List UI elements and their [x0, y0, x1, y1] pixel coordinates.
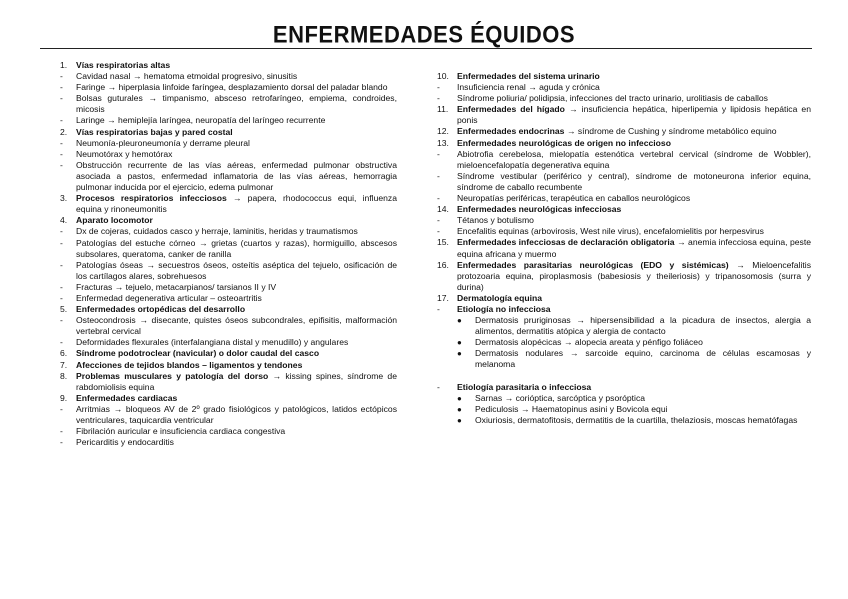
list-item-heading: Enfermedades del sistema urinario	[457, 71, 600, 81]
list-item	[437, 93, 811, 104]
list-marker: -	[60, 115, 63, 126]
list-item-heading: Enfermedades infecciosas de declaración obligatoria	[457, 237, 675, 248]
list-marker: ●	[457, 415, 462, 425]
list-item	[437, 215, 811, 226]
list-item	[60, 238, 397, 260]
list-item-text: Neumotórax y hemotórax	[76, 148, 173, 159]
list-item	[437, 193, 811, 204]
list-item-text: → Mieloencefalitis protozoaria equina, piroplasmosis (babesiosis y theileriosis) y tripanosomosis (surra y durina)	[457, 259, 811, 292]
list-item	[437, 82, 811, 93]
list-item	[437, 71, 811, 82]
list-item-text: Bolsas guturales → timpanismo, absceso retrofaríngeo, empiema, condroides, micosis	[76, 93, 397, 115]
list-item	[60, 160, 397, 193]
list-marker: 5.	[60, 304, 68, 315]
list-item	[60, 404, 397, 426]
list-item	[437, 315, 811, 337]
list-item-heading: Afecciones de tejidos blandos – ligamentos y tendones	[76, 359, 303, 370]
list-item	[437, 348, 811, 370]
list-item-text: Fibrilación auricular e insuficiencia cardiaca congestiva	[76, 426, 286, 437]
list-marker: -	[60, 93, 63, 104]
list-item	[60, 348, 397, 359]
list-item	[60, 260, 397, 282]
list-item	[60, 60, 397, 71]
list-item-heading: Enfermedades cardiacas	[76, 392, 178, 403]
list-item-text: Deformidades flexurales (interfalangiana distal y menudillo) y angulares	[76, 337, 349, 348]
list-item-text: → anemia infecciosa equina, peste equina africana y muermo	[457, 237, 811, 259]
list-marker: 12.	[437, 126, 449, 137]
list-item	[60, 304, 397, 315]
list-item	[437, 149, 811, 171]
list-marker: 14.	[437, 204, 449, 215]
list-marker: 7.	[60, 359, 68, 370]
list-marker: ●	[457, 404, 462, 414]
list-item-text: Tétanos y botulismo	[457, 215, 534, 226]
list-item-text: Laringe → hemiplejía laríngea, neuropatía del laríngeo recurrente	[76, 115, 326, 126]
list-marker: 3.	[60, 193, 68, 204]
list-marker: -	[60, 315, 63, 326]
list-marker: -	[437, 381, 440, 392]
list-item-heading: Procesos respiratorios infecciosos	[76, 193, 227, 204]
page-title: ENFERMEDADES ÉQUIDOS	[272, 20, 576, 48]
list-item-text: Dermatosis nodulares → sarcoide equino, carcinoma de células escamosas y melanoma	[475, 348, 811, 370]
list-item	[437, 171, 811, 193]
list-item	[60, 138, 397, 149]
list-marker: -	[60, 426, 63, 437]
list-item	[437, 415, 811, 426]
list-item	[60, 93, 397, 115]
list-marker: 16.	[437, 259, 449, 270]
list-marker: -	[437, 215, 440, 226]
list-marker: ●	[457, 338, 462, 348]
list-item-heading: Etiología no infecciosa	[457, 303, 551, 314]
list-marker: 8.	[60, 370, 68, 381]
list-marker: 6.	[60, 348, 68, 359]
list-item	[60, 193, 397, 215]
list-marker: ●	[457, 393, 462, 403]
list-item-heading: Enfermedades neurológicas de origen no infeccioso	[457, 137, 671, 148]
list-item-text: Enfermedad degenerativa articular – osteoartritis	[76, 292, 262, 303]
list-item	[60, 71, 397, 82]
list-item-heading: Dermatología equina	[457, 292, 542, 303]
list-marker: -	[60, 259, 63, 270]
list-item-heading: Etiología parasitaria o infecciosa	[457, 381, 592, 392]
list-item-text: Osteocondrosis → disecante, quistes óseos subcondrales, epifisitis, malformación vertebral cervical	[76, 315, 397, 337]
list-marker: 1.	[60, 60, 68, 70]
list-marker: -	[437, 226, 440, 237]
list-item	[437, 237, 811, 259]
list-marker: -	[437, 303, 440, 314]
list-item	[437, 337, 811, 348]
list-marker: 10.	[437, 71, 449, 81]
list-marker: -	[437, 93, 440, 104]
list-item	[60, 149, 397, 160]
list-item	[60, 226, 397, 237]
list-item-text: Pediculosis → Haematopinus asini y Bovicola equi	[475, 403, 668, 414]
list-item-heading: Enfermedades neurológicas infecciosas	[457, 204, 622, 215]
list-item	[60, 360, 397, 371]
list-item	[60, 437, 397, 448]
list-item-text: Neumonía-pleuroneumonía y derrame pleural	[76, 137, 250, 148]
list-item-heading: Problemas musculares y patología del dorso	[76, 370, 269, 381]
list-item-text: Dx de cojeras, cuidados casco y herraje, laminitis, heridas y traumatismos	[76, 226, 358, 237]
list-item	[437, 304, 811, 315]
list-item-text: → insuficiencia hepática, hiperlipemia y lipidosis hepática en ponis	[457, 104, 811, 126]
list-item	[60, 393, 397, 404]
list-item	[437, 226, 811, 237]
list-item	[60, 293, 397, 304]
list-item-text: → síndrome de Cushing y síndrome metabólico equino	[564, 126, 777, 137]
list-item-heading: Síndrome podotroclear (navicular) o dolor caudal del casco	[76, 348, 320, 359]
list-item	[437, 382, 811, 393]
list-item	[60, 426, 397, 437]
list-marker: -	[60, 337, 63, 348]
list-marker: -	[437, 148, 440, 159]
list-item-text: Faringe → hiperplasia linfoide faríngea, desplazamiento dorsal del paladar blando	[76, 82, 388, 93]
list-item-text: Obstrucción recurrente de las vías aéreas, enfermedad pulmonar obstructiva asociada a pastos, enfermedad inflamatoria de las vías aéreas, hemorragia pulmonar inducida por el ejercicio, edema pulmonar	[76, 159, 397, 193]
list-item-heading: Enfermedades parasitarias neurológicas (EDO y sistémicas)	[457, 259, 729, 270]
list-item	[437, 204, 811, 215]
list-item	[437, 293, 811, 304]
list-marker: -	[60, 292, 63, 303]
list-item-text: Neuropatías periféricas, terapéutica en caballos neurológicos	[457, 193, 691, 204]
list-item-text: → papera, rhodococcus equi, influenza equina y rinoneumonitis	[76, 193, 397, 215]
list-item-text: Abiotrofia cerebelosa, mielopatía estenótica vertebral cervical (síndrome de Wobbler), mieloencefalopatía degenerativa equina	[457, 148, 811, 170]
list-marker: ●	[457, 349, 462, 359]
left-column	[60, 60, 397, 448]
list-item-text: Pericarditis y endocarditis	[76, 437, 174, 448]
list-marker: -	[437, 82, 440, 93]
list-marker: 4.	[60, 215, 68, 226]
list-marker: ●	[457, 316, 462, 326]
list-item-text: Insuficiencia renal → aguda y crónica	[457, 82, 600, 93]
list-item-text: Patologías óseas → secuestros óseos, osteítis aséptica del tejuelo, osificación de los cartílagos alares, sobrehuesos	[76, 259, 397, 281]
list-marker: 2.	[60, 126, 68, 137]
list-item	[60, 215, 397, 226]
list-marker: -	[60, 71, 63, 82]
list-item-heading: Aparato locomotor	[76, 215, 153, 226]
list-item-text: Síndrome poliuria/ polidipsia, infecciones del tracto urinario, urolitiasis de caballos	[457, 93, 768, 104]
list-item-text: Dermatosis alopécicas → alopecia areata y pénfigo foliáceo	[475, 337, 703, 348]
list-item-text: Cavidad nasal → hematoma etmoidal progresivo, sinusitis	[76, 71, 298, 82]
list-item-heading: Vías respiratorias altas	[76, 60, 171, 70]
list-marker: -	[60, 281, 63, 292]
list-marker: 13.	[437, 137, 449, 148]
list-item	[437, 104, 811, 126]
list-marker: -	[437, 193, 440, 204]
list-marker: -	[60, 137, 63, 148]
list-item-text: Patologías del estuche córneo → grietas (cuartos y razas), hormiguillo, abscesos subsolares, queratoma, canker de ranilla	[76, 237, 397, 259]
list-marker: -	[60, 148, 63, 159]
list-marker: -	[60, 437, 63, 448]
list-item-text: Síndrome vestibular (periférico y central), síndrome de motoneurona inferior equina, síndrome de caballo recumbente	[457, 170, 811, 192]
list-item	[60, 115, 397, 126]
list-marker: -	[60, 403, 63, 414]
list-item	[437, 260, 811, 293]
list-item	[437, 138, 811, 149]
list-item	[60, 127, 397, 138]
list-item-heading: Enfermedades ortopédicas del desarrollo	[76, 304, 246, 315]
list-marker: -	[60, 237, 63, 248]
list-marker: 15.	[437, 237, 449, 248]
list-item-heading: Enfermedades endocrinas	[457, 126, 565, 137]
title-divider	[40, 48, 812, 49]
list-item	[437, 393, 811, 404]
list-marker: -	[60, 226, 63, 237]
list-marker: 9.	[60, 392, 68, 403]
list-item	[60, 371, 397, 393]
list-item-text: Encefalitis equinas (arbovirosis, West nile virus), encefalomielitis por herpesvirus	[457, 226, 764, 237]
list-item-heading: Enfermedades del hígado	[457, 104, 565, 115]
list-item	[60, 337, 397, 348]
list-item	[60, 282, 397, 293]
list-item	[60, 315, 397, 337]
list-item-text: Dermatosis pruriginosas → hipersensibilidad a la picadura de insectos, alergia a alimentos, dermatitis atópica y alergia de contacto	[475, 315, 811, 337]
list-item	[60, 82, 397, 93]
list-item-text: Sarnas → corióptica, sarcóptica y psoróptica	[475, 392, 646, 403]
list-marker: -	[60, 82, 63, 93]
list-item-text: Fracturas → tejuelo, metacarpianos/ tarsianos II y IV	[76, 281, 277, 292]
list-marker: 11.	[437, 104, 449, 115]
list-item	[437, 126, 811, 137]
list-item-text: Oxiuriosis, dermatofitosis, dermatitis de la cuartilla, thelaziosis, moscas hematófagas	[475, 414, 798, 425]
list-item	[437, 404, 811, 415]
list-marker: -	[60, 159, 63, 170]
list-item-text: → kissing spines, síndrome de rabdomiolisis equina	[76, 370, 397, 392]
list-marker: -	[437, 170, 440, 181]
list-marker: 17.	[437, 292, 449, 303]
list-item-text: Arritmias → bloqueos AV de 2º grado fisiológicos y patológicos, latidos ectópicos ventriculares, taquicardia ventricular	[76, 403, 397, 425]
right-column	[437, 60, 811, 426]
list-item-heading: Vías respiratorias bajas y pared costal	[76, 126, 233, 137]
